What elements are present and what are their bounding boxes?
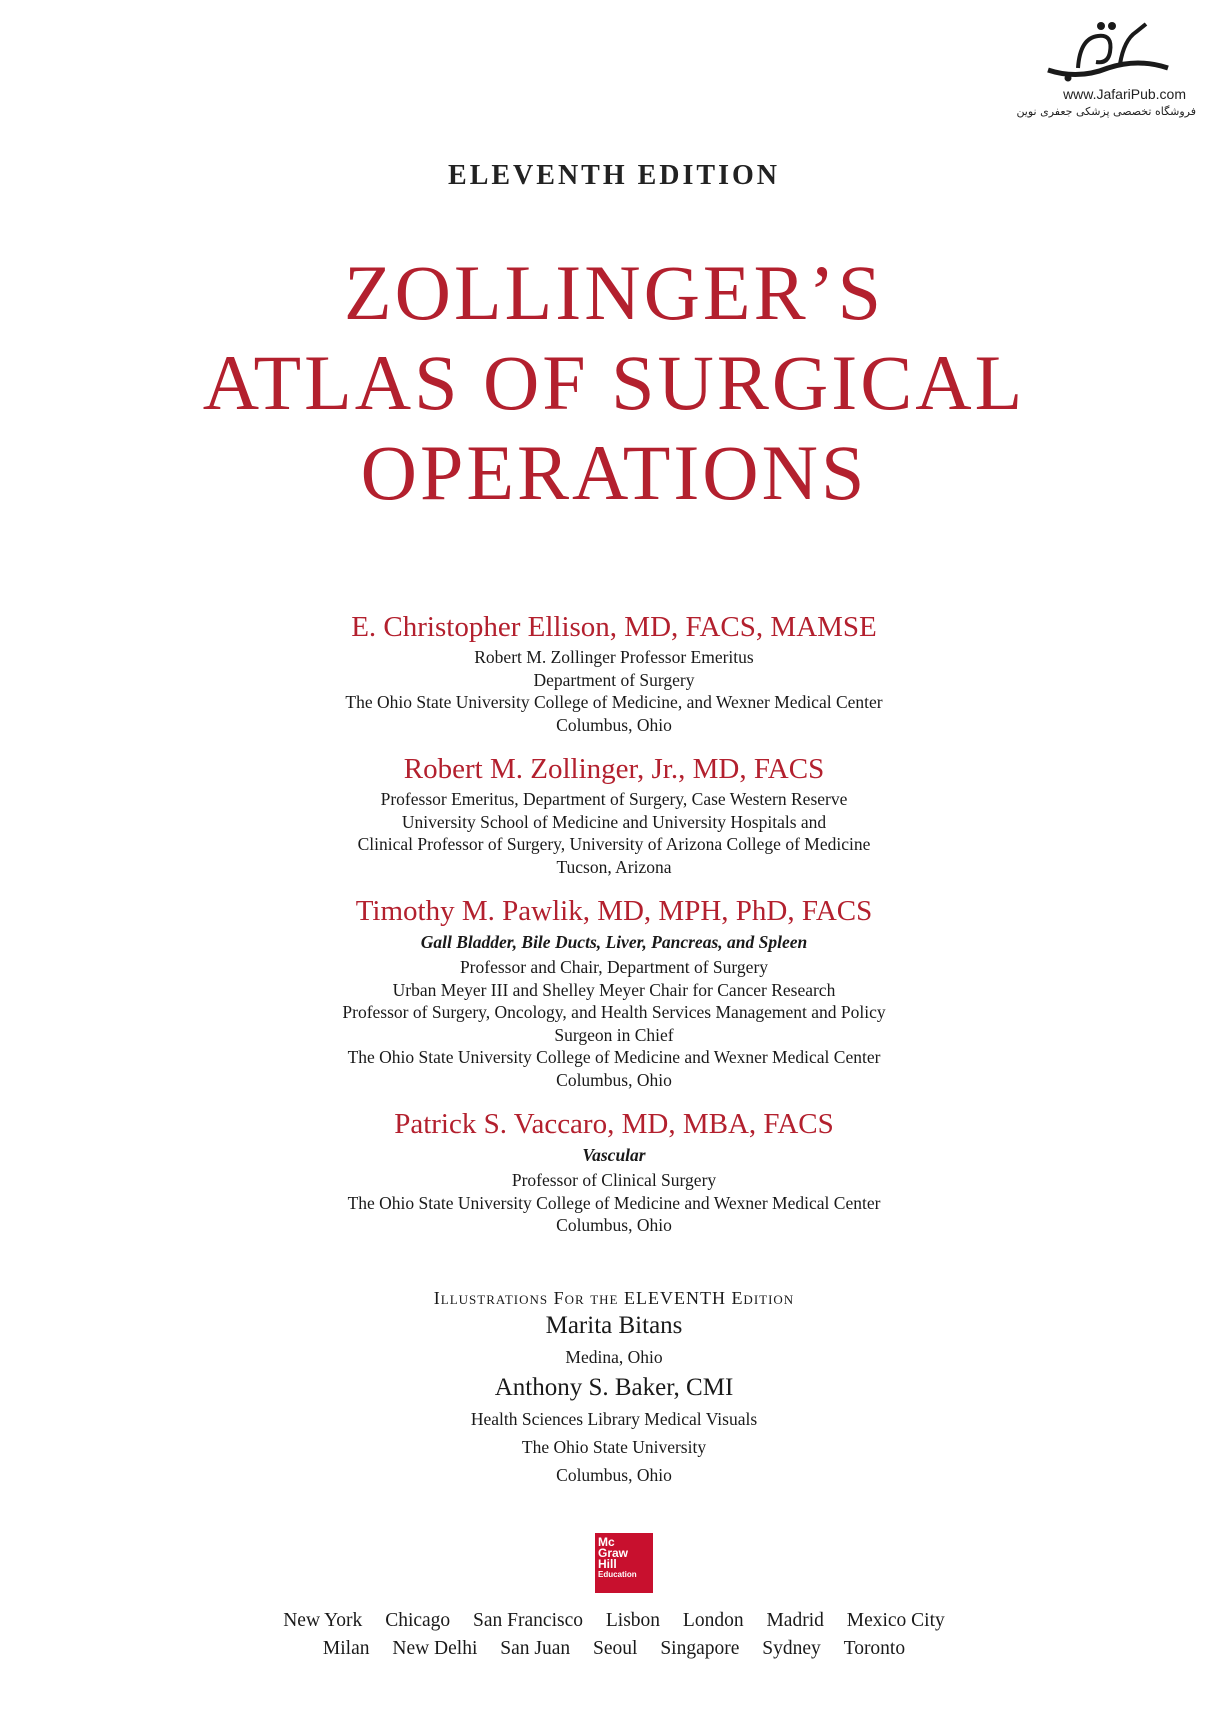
author-name: Patrick S. Vaccaro, MD, MBA, FACS: [394, 1108, 834, 1140]
author-affiliation: Columbus, Ohio: [556, 714, 672, 735]
city: Toronto: [843, 1638, 906, 1659]
city: New York: [283, 1610, 363, 1631]
city: Sydney: [762, 1638, 821, 1659]
author-block: [0, 1107, 1228, 1237]
author-affiliation: Professor of Clinical Surgery: [511, 1170, 717, 1190]
illustrator-name: Anthony S. Baker, CMI: [494, 1374, 734, 1401]
city: London: [682, 1610, 744, 1631]
watermark-tagline: فروشگاه تخصصی پزشکی جعفری نوین: [1016, 105, 1196, 118]
city: Singapore: [660, 1638, 740, 1659]
city: New Delhi: [392, 1638, 478, 1659]
city: San Francisco: [473, 1610, 583, 1631]
title-line: OPERATIONS: [360, 429, 868, 516]
watermark: [1016, 18, 1196, 118]
watermark-url: www.JafariPub.com: [1063, 86, 1186, 102]
illustrator-name: Marita Bitans: [545, 1312, 683, 1339]
author-affiliation: University School of Medicine and University Hospitals and: [401, 811, 827, 832]
author-specialty: Gall Bladder, Bile Ducts, Liver, Pancreas, and Spleen: [420, 932, 808, 952]
cities-row: [0, 1635, 1228, 1663]
author-name: Robert M. Zollinger, Jr., MD, FACS: [403, 753, 825, 785]
author-specialty: Vascular: [582, 1145, 646, 1165]
author-block: [0, 610, 1228, 736]
author-affiliation: Professor of Surgery, Oncology, and Health Services Management and Policy: [342, 1002, 886, 1022]
author-affiliation: Professor and Chair, Department of Surgery: [459, 957, 769, 977]
edition-label: ELEVENTH EDITION: [448, 160, 780, 191]
illustrator-affiliation: Health Sciences Library Medical Visuals: [470, 1409, 758, 1429]
logo-text: Graw: [598, 1546, 629, 1560]
author-affiliation: The Ohio State University College of Medicine and Wexner Medical Center: [347, 1192, 881, 1213]
title-line: ZOLLINGER’S: [344, 249, 884, 336]
city: Seoul: [593, 1638, 638, 1659]
author-affiliation: Columbus, Ohio: [556, 1215, 672, 1235]
city: Milan: [322, 1638, 370, 1659]
publisher-cities: [0, 1607, 1228, 1663]
logo-text: Hill: [598, 1557, 617, 1571]
city: Mexico City: [846, 1610, 945, 1631]
author-block: [0, 752, 1228, 878]
author-affiliation: The Ohio State University College of Medicine and Wexner Medical Center: [347, 1047, 881, 1067]
author-affiliation: Urban Meyer III and Shelley Meyer Chair for Cancer Research: [392, 979, 836, 1000]
author-affiliation: The Ohio State University College of Medicine, and Wexner Medical Center: [345, 692, 883, 712]
author-affiliation: Department of Surgery: [533, 669, 695, 690]
illustrator-affiliation: The Ohio State University: [521, 1437, 707, 1457]
logo-text: Mc: [598, 1535, 615, 1549]
author-name: E. Christopher Ellison, MD, FACS, MAMSE: [351, 611, 877, 643]
jafari-calligraphy-logo-icon: [1038, 18, 1178, 84]
city: Chicago: [385, 1610, 451, 1631]
illustrator-affiliation: Columbus, Ohio: [556, 1465, 672, 1485]
author-name: Timothy M. Pawlik, MD, MPH, PhD, FACS: [355, 895, 873, 927]
illustrator-location: Medina, Ohio: [565, 1347, 663, 1367]
illustrations-heading: Illustrations For the ELEVENTH Edition: [433, 1288, 795, 1308]
authors-section: [0, 610, 1228, 1253]
logo-text: Education: [598, 1570, 637, 1579]
author-affiliation: Surgeon in Chief: [554, 1024, 674, 1045]
book-title: [0, 248, 1228, 518]
city: San Juan: [500, 1638, 571, 1659]
city: Lisbon: [605, 1610, 661, 1631]
illustrations-section: [0, 1287, 1228, 1489]
author-affiliation: Professor Emeritus, Department of Surgery, Case Western Reserve: [380, 789, 848, 809]
author-block: [0, 894, 1228, 1091]
title-line: ATLAS OF SURGICAL: [202, 339, 1026, 426]
author-affiliation: Robert M. Zollinger Professor Emeritus: [474, 647, 754, 667]
author-affiliation: Clinical Professor of Surgery, University of Arizona College of Medicine: [357, 834, 871, 854]
cities-row: [0, 1607, 1228, 1635]
author-affiliation: Columbus, Ohio: [556, 1069, 672, 1090]
author-affiliation: Tucson, Arizona: [556, 856, 672, 877]
mcgraw-hill-logo: [595, 1533, 653, 1593]
city: Madrid: [766, 1610, 824, 1631]
